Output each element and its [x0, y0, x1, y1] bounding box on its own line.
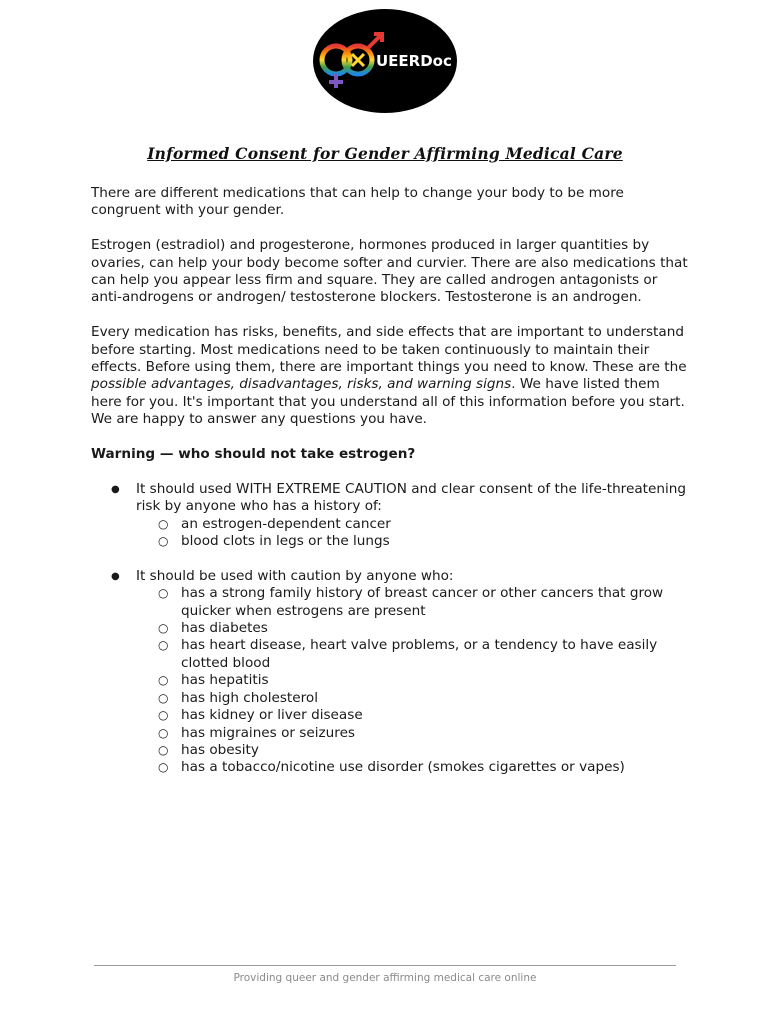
- risks-text-italic: possible advantages, disadvantages, risks, and warning signs: [91, 376, 512, 393]
- condition-item: ○ blood clots in legs or the lungs: [136, 533, 691, 550]
- condition-item: ○ an estrogen-dependent cancer: [136, 516, 691, 533]
- condition-item: ○ has heart disease, heart valve problems, or a tendency to have easily clotted blood: [136, 637, 691, 672]
- queerdoc-logo-graphic: [312, 8, 458, 114]
- footer-tagline: Providing queer and gender affirming medical care online: [233, 972, 537, 984]
- condition-item: ○ has hepatitis: [136, 672, 691, 689]
- condition-item: ○ has kidney or liver disease: [136, 707, 691, 724]
- warning-item: [91, 568, 691, 777]
- condition-list: [136, 585, 691, 776]
- condition-item: ○ has a tobacco/nicotine use disorder (smokes cigarettes or vapes): [136, 759, 691, 776]
- footer-divider: [94, 965, 676, 966]
- document-title: Informed Consent for Gender Affirming Medical Care: [147, 144, 623, 163]
- warning-item-text: It should used WITH EXTREME CAUTION and clear consent of the life-threatening risk by anyone who has a history of:: [136, 480, 686, 515]
- condition-item: ○ has obesity: [136, 742, 691, 759]
- risks-paragraph: [91, 324, 691, 428]
- intro-paragraph: There are different medications that can help to change your body to be more congruent with your gender.: [91, 185, 624, 219]
- warning-item-text: It should be used with caution by anyone who:: [136, 567, 454, 584]
- estrogen-paragraph: Estrogen (estradiol) and progesterone, hormones produced in larger quantities by ovaries, can help your body become softer and curvier. There are also medications that can help you appear less firm and square. They are called androgen antagonists or anti-androgens or androgen/ testosterone blockers. Testosterone is an androgen.: [91, 237, 688, 306]
- warning-item: [91, 481, 691, 551]
- condition-item: ○ has a strong family history of breast cancer or other cancers that grow quicker when estrogens are present: [136, 585, 691, 620]
- warning-list: [91, 481, 691, 777]
- warning-heading: Warning — who should not take estrogen?: [91, 446, 416, 463]
- condition-item: ○ has high cholesterol: [136, 690, 691, 707]
- document-body: [91, 185, 691, 777]
- condition-item: ○ has migraines or seizures: [136, 725, 691, 742]
- logo-text: UEERDoc: [376, 52, 452, 70]
- condition-item: ○ has diabetes: [136, 620, 691, 637]
- risks-text-after: . We have listed them here for you. It's important that you understand all of this information before you start. We are happy to answer any questions you have.: [91, 376, 685, 428]
- risks-text-before: Every medication has risks, benefits, and side effects that are important to understand before starting. Most medications need to be taken continuously to maintain their effects. Before using them, there are important things you need to know. These are the: [91, 324, 687, 376]
- queerdoc-logo: [312, 8, 458, 114]
- condition-list: [136, 516, 691, 551]
